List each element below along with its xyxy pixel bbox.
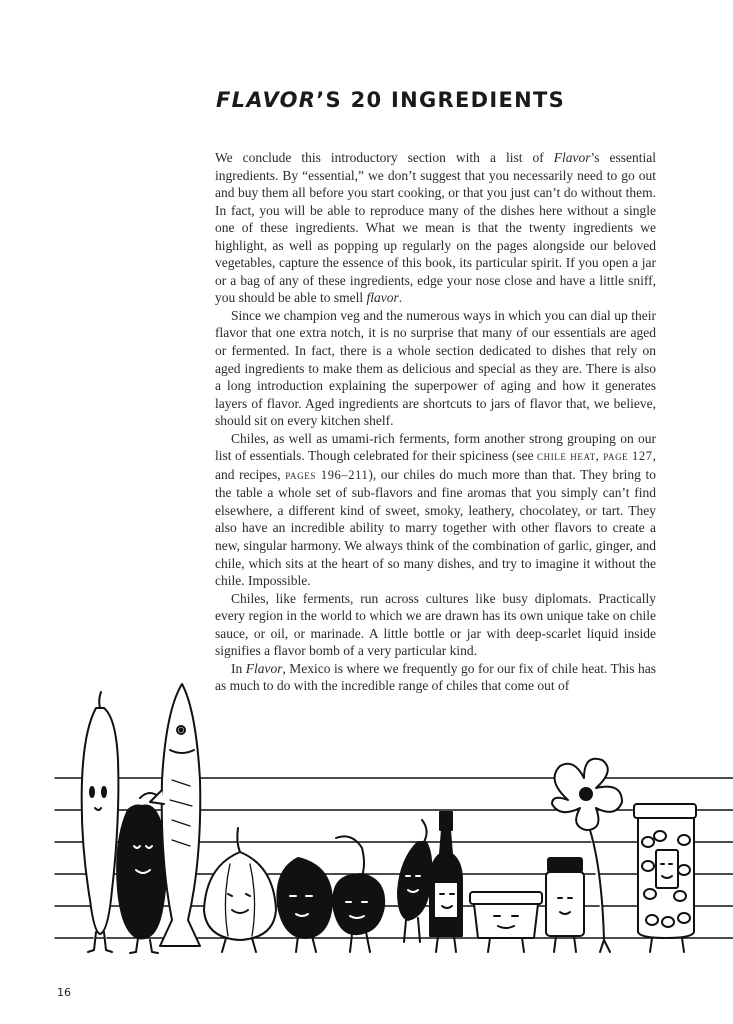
p1-text-e: .: [398, 290, 403, 306]
paragraph-2: Since we champion veg and the numerous ways in which you can dial up their flavor that one extra notch, it is no surprise that many of our essentials are aged or fermented. In fact, there is a whole section dedicated to dishes that rely on aged ingredients to make them as delicious and special as they are. There is also a long introduction explaining the superpower of aging and how it generates layers of flavor. Aged ingredients are shortcuts to jars of flavor that, we believe, should sit on every kitchen shelf.: [215, 307, 656, 429]
paragraph-4: Chiles, like ferments, run across cultures like busy diplomats. Practically every region in the world to which we are drawn has its own unique take on chile sauce, or oil, or marinade. A little bottle or jar with deep-scarlet liquid inside signifies a flavor bomb of a very particular kind.: [215, 590, 656, 659]
p1-text-c: ’s essential ingredients. By “essential,” we don’t suggest that you necessarily need to go out and buy them all before you start cooking, or that you just can’t do without them. In fact, you will be able to reproduce many of the dishes here without a single one of these ingredients. What we mean is that the twenty ingredients we highlight, as well as popping up regularly on the pages alongside our beloved vegetables, capture the essence of this book, its particular spirit. If you open a jar or a bag of any of these ingredients, edge your nose close and have a little sniff, you should be able to smell: [215, 150, 656, 306]
p1-italic-flavor-end: flavor: [366, 290, 399, 306]
dark-chile-character: [117, 793, 166, 953]
dried-chile-character: [398, 820, 431, 942]
title-italic: FLAVOR: [216, 88, 317, 112]
paragraph-1: [215, 149, 656, 307]
body-text: [215, 149, 656, 695]
long-chile-character: [82, 692, 119, 952]
cross-reference-chile-heat: chile heat, page 127: [537, 449, 653, 464]
p1-text-a: We conclude this introductory section with a list of: [215, 150, 554, 165]
p3-text-c: ), our chiles do much more than that. They bring to the table a whole set of sub-flavors and fine aromas that you simply can’t find elsewhere, a different kind of sweet, smoky, leathery, chocolatey, or tart. They also have an incredible ability to marry together with other flavors to create a new, singular harmony. We always think of the combination of garlic, ginger, and chile, which sits at the heart of so many dishes, and try to imagine it without the chile. Impossible.: [215, 466, 656, 589]
p3-text-a: Chiles, as well as umami-rich ferments, form another strong grouping on our list of essentials. Though celebrated for their spiciness (see: [215, 430, 656, 464]
preserves-jar-character: [634, 804, 696, 952]
page-number: 16: [57, 986, 71, 999]
p3-text-b: , and recipes,: [215, 448, 656, 482]
p5-text-a: In: [231, 660, 246, 676]
p5-italic-flavor: Flavor: [245, 660, 283, 676]
p1-italic-flavor: Flavor: [553, 150, 591, 165]
p5-text-c: , Mexico is where we frequently go for our fix of chile heat. This has as much to do with the incredible range of chiles that come out of: [215, 660, 656, 694]
paste-tub-character: [470, 892, 542, 952]
garlic-character: [204, 828, 276, 952]
sauce-bottle-character: [430, 812, 462, 952]
title-rest: ’S 20 INGREDIENTS: [316, 88, 566, 112]
ingredients-lineup-illustration: [0, 670, 733, 970]
cross-reference-pages: pages 196–211: [285, 467, 369, 482]
paragraph-3: [215, 430, 656, 590]
page-title: [216, 88, 565, 112]
habanero-character: [333, 836, 384, 952]
